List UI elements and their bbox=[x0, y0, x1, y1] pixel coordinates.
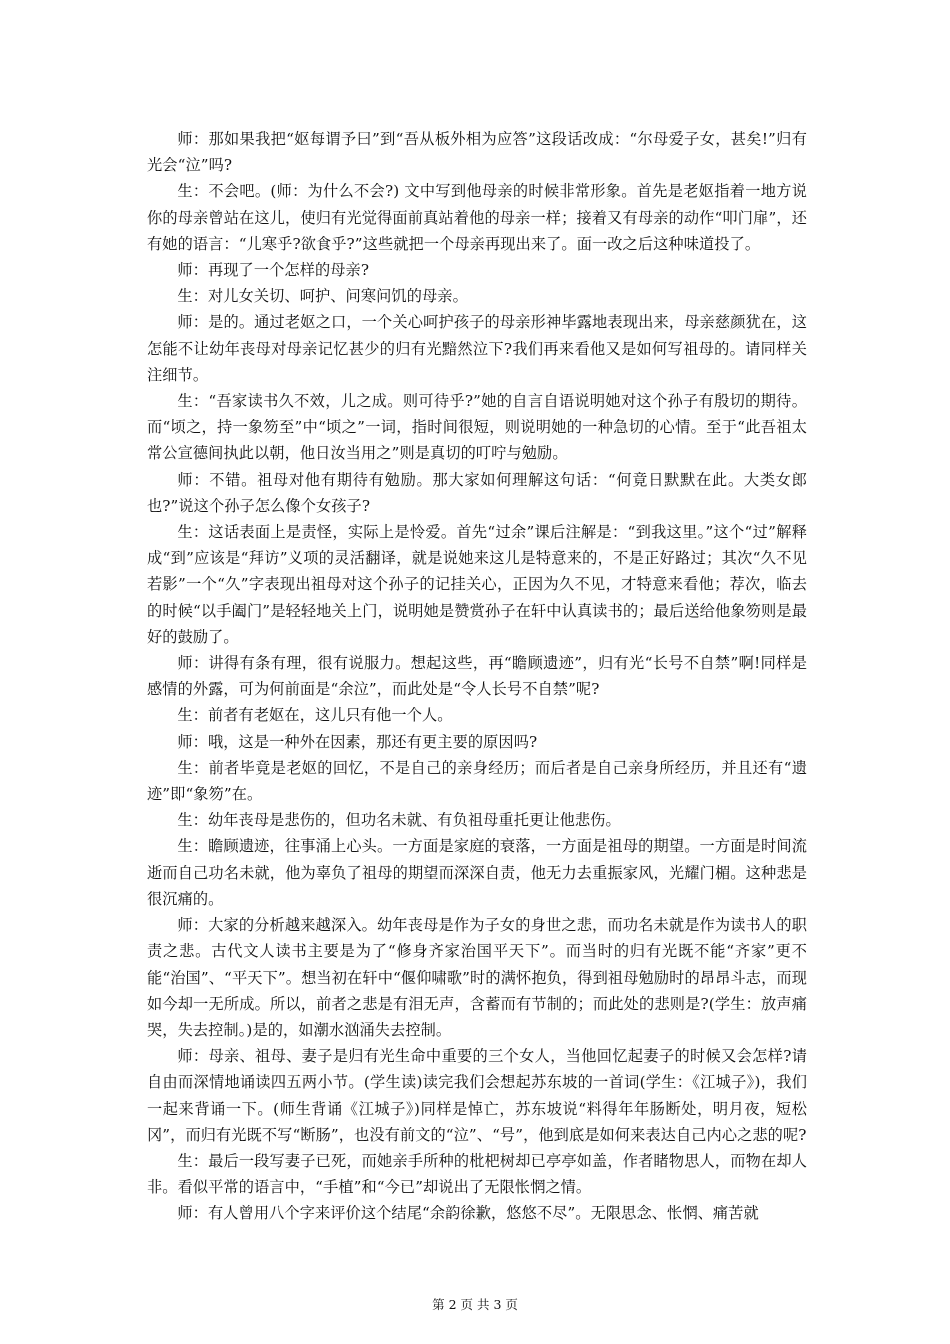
paragraph: 生：前者有老妪在，这儿只有他一个人。 bbox=[177, 706, 453, 725]
paragraph: 师：那如果我把“妪每谓予曰”到“吾从板外相为应答”这段话改成：“尔母爱子女，甚矣!”归有光会“泣”吗? bbox=[147, 130, 807, 175]
paragraph: 生：瞻顾遗迹，往事涌上心头。一方面是家庭的衰落，一方面是祖母的期望。一方面是时间流逝而自己功名未就，他为辜负了祖母的期望而深深自责，他无力去重振家风，光耀门楣。这种悲是很沉痛的。 bbox=[147, 837, 807, 908]
document-body bbox=[147, 126, 807, 1227]
paragraph: 师：再现了一个怎样的母亲? bbox=[177, 261, 370, 280]
paragraph: 师：母亲、祖母、妻子是归有光生命中重要的三个女人，当他回忆起妻子的时候又会怎样?请自由而深情地诵读四五两小节。(学生读)读完我们会想起苏东坡的一首词(学生：《江城子》)，我们一起来背诵一下。(师生背诵《江城子》)同样是悼亡，苏东坡说“料得年年肠断处，明月夜，短松冈”，而归有光既不写“断肠”，也没有前文的“泣”、“号”，他到底是如何来表达自己内心之悲的呢? bbox=[147, 1047, 807, 1144]
paragraph: 师：讲得有条有理，很有说服力。想起这些，再“瞻顾遗迹”，归有光“长号不自禁”啊!同样是感情的外露，可为何前面是“余泣”，而此处是“令人长号不自禁”呢? bbox=[147, 654, 807, 699]
paragraph: 生：这话表面上是责怪，实际上是怜爱。首先“过余”课后注解是：“到我这里。”这个“过”解释成“到”应该是“拜访”义项的灵活翻译，就是说她来这儿是特意来的，不是正好路过；其次“久不见若影”一个“久”字表现出祖母对这个孙子的记挂关心，正因为久不见，才特意来看他；荐次，临去的时候“以手阖门”是轻轻地关上门，说明她是赞赏孙子在轩中认真读书的；最后送给他象笏则是最好的鼓励了。 bbox=[147, 523, 807, 646]
paragraph: 师：不错。祖母对他有期待有勉励。那大家如何理解这句话：“何竟日默默在此。大类女郎也?”说这个孙子怎么像个女孩子? bbox=[147, 470, 807, 515]
paragraph: 师：哦，这是一种外在因素，那还有更主要的原因吗? bbox=[177, 732, 538, 751]
paragraph: 生：幼年丧母是悲伤的，但功名未就、有负祖母重托更让他悲伤。 bbox=[177, 811, 621, 830]
page-number-footer: 第 2 页 共 3 页 bbox=[432, 1297, 518, 1312]
paragraph: 生：前者毕竟是老妪的回忆，不是自己的亲身经历；而后者是自己亲身所经历，并且还有“遗迹”即“象笏”在。 bbox=[147, 758, 807, 804]
paragraph: 生：对儿女关切、呵护、问寒问饥的母亲。 bbox=[177, 287, 468, 306]
paragraph: 师：有人曾用八个字来评价这个结尾“余韵徐歉，悠悠不尽”。无限思念、怅惘、痛苦就 bbox=[177, 1204, 759, 1223]
paragraph: 师：大家的分析越来越深入。幼年丧母是作为子女的身世之悲，而功名未就是作为读书人的职责之悲。古代文人读书主要是为了“修身齐家治国平天下”。而当时的归有光既不能“齐家”更不能“治国”、“平天下”。想当初在轩中“偃仰啸歌”时的满怀抱负，得到祖母勉励时的昂昂斗志，而现如今却一无所成。所以，前者之悲是有泪无声，含蓄而有节制的；而此处的悲则是?(学生：放声痛哭，失去控制。)是的，如潮水汹涌失去控制。 bbox=[147, 916, 807, 1039]
paragraph: 生：最后一段写妻子已死，而她亲手所种的枇杷树却已亭亭如盖，作者睹物思人，而物在却人非。看似平常的语言中，“手植”和“今已”却说出了无限怅惘之情。 bbox=[147, 1151, 807, 1197]
paragraph: 师：是的。通过老妪之口，一个关心呵护孩子的母亲形神毕露地表现出来，母亲慈颜犹在，这怎能不让幼年丧母对母亲记忆甚少的归有光黯然泣下?我们再来看他又是如何写祖母的。请同样关注细节。 bbox=[147, 313, 807, 384]
paragraph: 生：不会吧。(师：为什么不会?) 文中写到他母亲的时候非常形象。首先是老妪指着一地方说你的母亲曾站在这儿，使归有光觉得面前真站着他的母亲一样；接着又有母亲的动作“叩门扉”，还有她的语言：“儿寒乎?欲食乎?”这些就把一个母亲再现出来了。面一改之后这种味道投了。 bbox=[147, 182, 807, 253]
paragraph: 生：“吾家读书久不效，儿之成。则可待乎?”她的自言自语说明她对这个孙子有殷切的期待。而“顷之，持一象笏至”中“顷之”一词，指时间很短，则说明她的一种急切的心情。至于“此吾祖太常公宣德间执此以朝，他日汝当用之”则是真切的叮咛与勉励。 bbox=[147, 392, 807, 463]
